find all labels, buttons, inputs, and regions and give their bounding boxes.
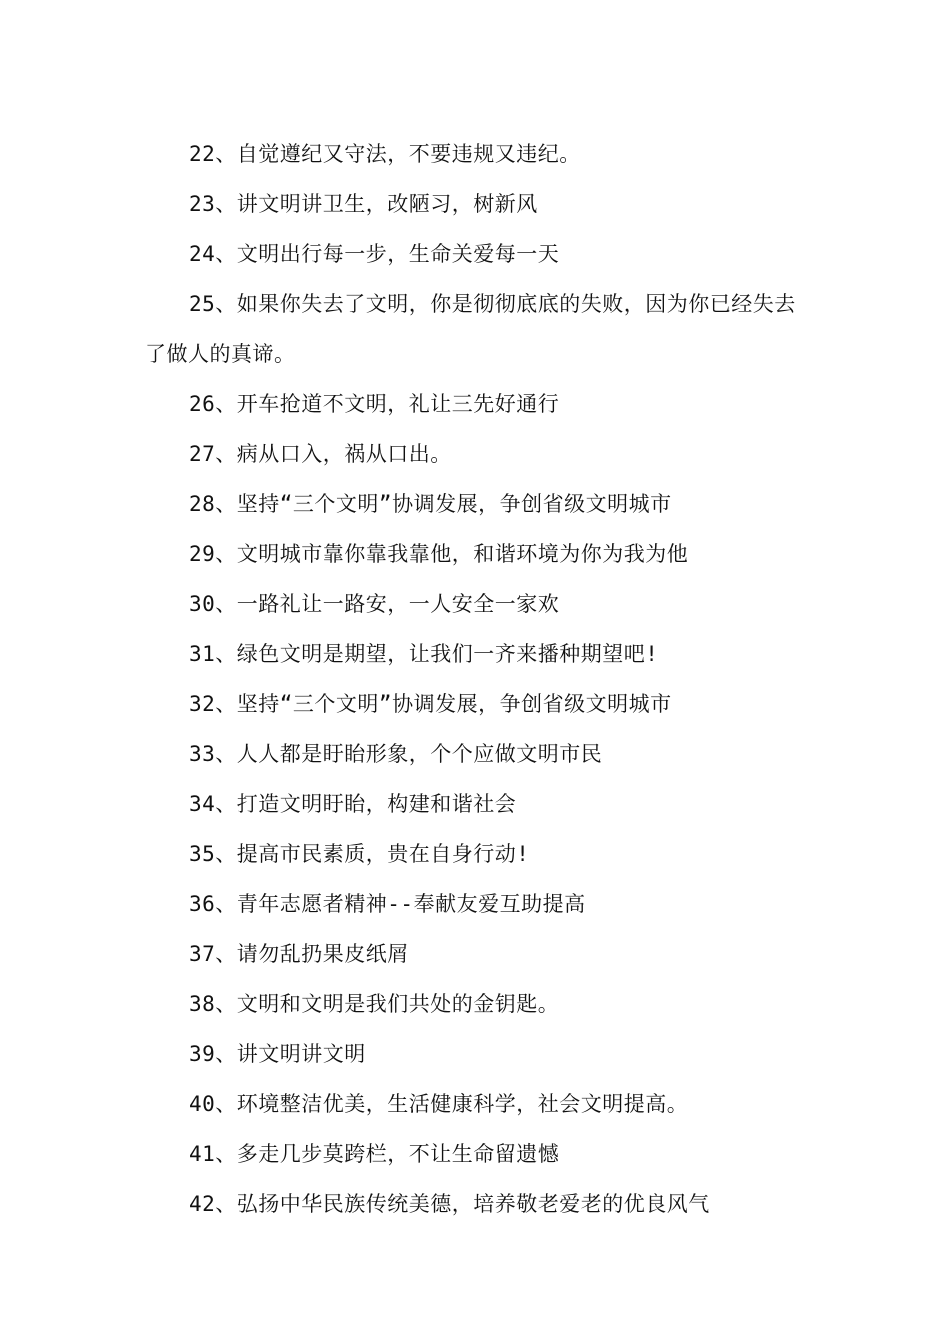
list-item: 24、文明出行每一步，生命关爱每一天 (189, 242, 560, 266)
list-item: 41、多走几步莫跨栏，不让生命留遗憾 (189, 1142, 560, 1166)
list-item: 38、文明和文明是我们共处的金钥匙。 (189, 992, 560, 1016)
list-item: 31、绿色文明是期望，让我们一齐来播种期望吧! (189, 642, 659, 666)
list-item: 28、坚持“三个文明”协调发展，争创省级文明城市 (189, 492, 672, 516)
list-item: 36、青年志愿者精神--奉献友爱互助提高 (189, 892, 586, 916)
list-item: 33、人人都是盱眙形象，个个应做文明市民 (189, 742, 603, 766)
list-item: 23、讲文明讲卫生，改陋习，树新风 (189, 192, 538, 216)
list-item: 35、提高市民素质，贵在自身行动! (189, 842, 530, 866)
list-item: 29、文明城市靠你靠我靠他，和谐环境为你为我为他 (189, 542, 689, 566)
list-item: 25、如果你失去了文明，你是彻彻底底的失败，因为你已经失去了做人的真谛。 (145, 292, 796, 366)
list-item: 30、一路礼让一路安，一人安全一家欢 (189, 592, 560, 616)
list-item: 26、开车抢道不文明，礼让三先好通行 (189, 392, 560, 416)
list-item: 27、病从口入，祸从口出。 (189, 442, 452, 466)
slogan-list (145, 129, 810, 1229)
list-item: 22、自觉遵纪又守法，不要违规又违纪。 (189, 142, 581, 166)
list-item: 40、环境整洁优美，生活健康科学，社会文明提高。 (189, 1092, 689, 1116)
list-item: 39、讲文明讲文明 (189, 1042, 366, 1066)
list-item: 32、坚持“三个文明”协调发展，争创省级文明城市 (189, 692, 672, 716)
list-item: 34、打造文明盱眙，构建和谐社会 (189, 792, 517, 816)
list-item: 42、弘扬中华民族传统美德，培养敬老爱老的优良风气 (189, 1192, 710, 1216)
list-item: 37、请勿乱扔果皮纸屑 (189, 942, 409, 966)
